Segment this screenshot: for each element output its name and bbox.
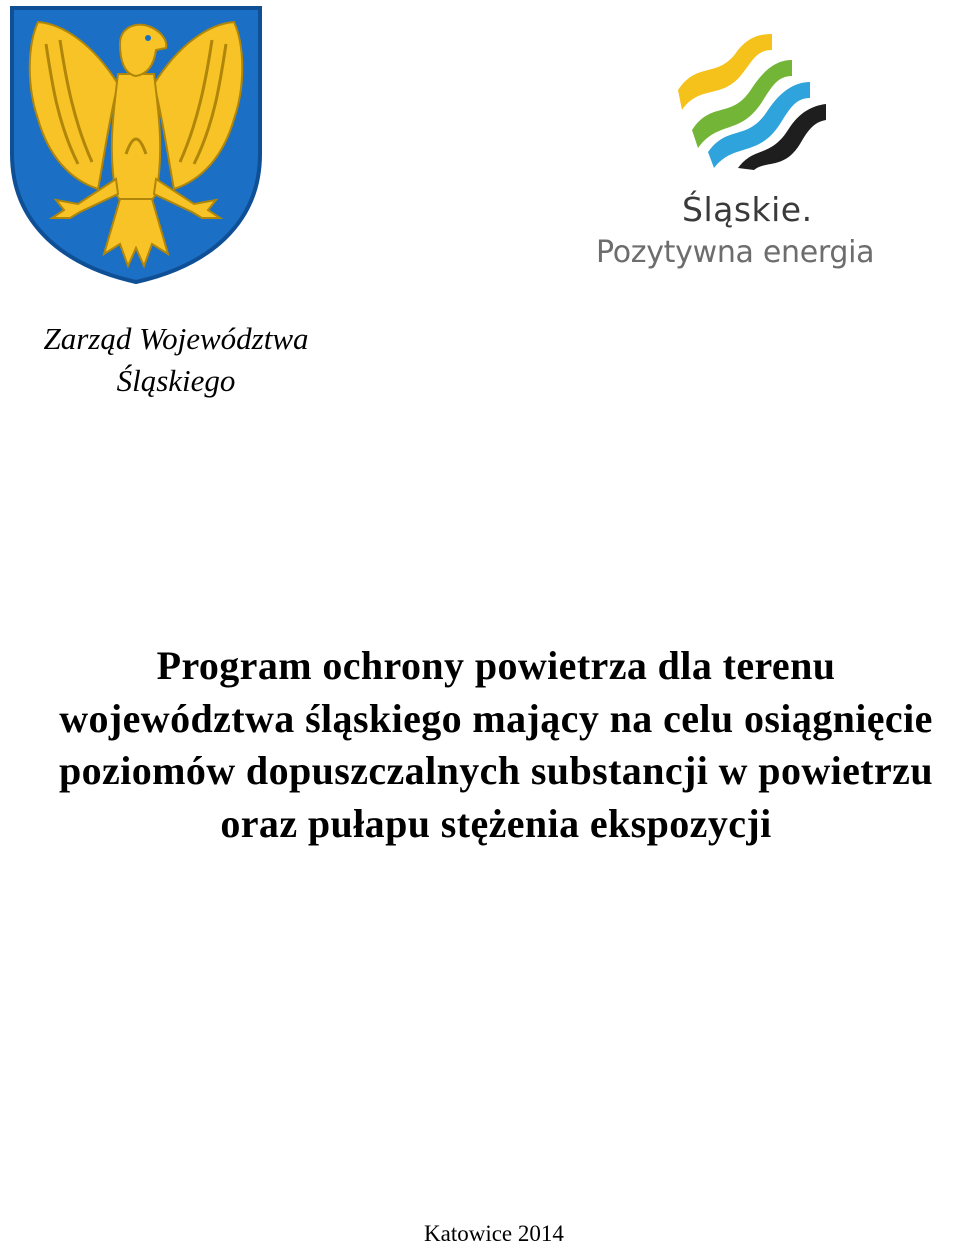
coat-of-arms-icon — [8, 4, 264, 286]
issuer-name — [6, 318, 346, 402]
title-line: poziomów dopuszczalnych substancji w powietrzu — [59, 748, 933, 793]
place-date: Katowice 2014 — [424, 1221, 564, 1246]
title-line: Program ochrony powietrza dla terenu — [156, 643, 836, 688]
issuer-line: Zarząd Województwa — [43, 321, 309, 356]
brand-name: Śląskie. — [682, 190, 813, 229]
slaskie-wave-logo-icon — [668, 30, 828, 170]
regional-brand-logo — [590, 30, 900, 280]
title-line: oraz pułapu stężenia ekspozycji — [220, 800, 772, 846]
issuer-line: Śląskiego — [116, 363, 236, 398]
title-line: województwa śląskiego mający na celu osiągnięcie — [59, 695, 933, 741]
brand-tagline: Pozytywna energia — [596, 235, 875, 270]
document-title — [0, 640, 960, 850]
